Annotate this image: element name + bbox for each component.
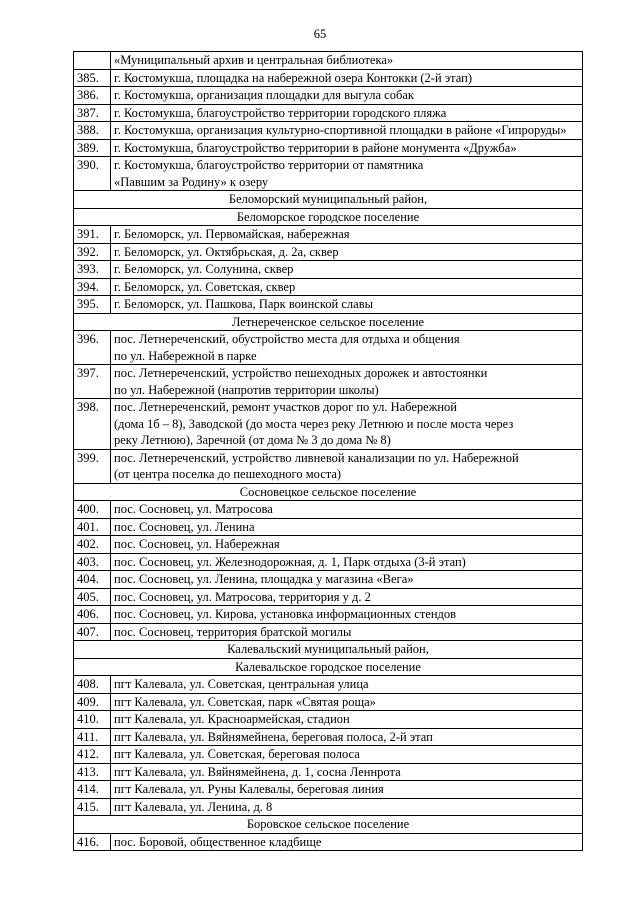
item-description: г. Костомукша, благоустройство территории от памятника «Павшим за Родину» к озеру	[111, 157, 583, 191]
section-title: Боровское сельское поселение	[74, 816, 583, 834]
item-description: пос. Летнереченский, устройство ливневой канализации по ул. Набережной (от центра поселка до пешеходного моста)	[111, 449, 583, 483]
item-description: пос. Сосновец, ул. Железнодорожная, д. 1, Парк отдыха (3-й этап)	[111, 553, 583, 571]
item-number: 416.	[74, 833, 111, 851]
table-row	[74, 711, 583, 729]
section-title: Сосновецкое сельское поселение	[74, 483, 583, 501]
table-row	[74, 676, 583, 694]
item-description: г. Беломорск, ул. Первомайская, набережная	[111, 226, 583, 244]
table-row	[74, 243, 583, 261]
item-number: 407.	[74, 623, 111, 641]
item-description: пгт Калевала, ул. Советская, центральная улица	[111, 676, 583, 694]
item-number: 391.	[74, 226, 111, 244]
item-number: 392.	[74, 243, 111, 261]
table-row	[74, 104, 583, 122]
item-description: пгт Калевала, ул. Ленина, д. 8	[111, 798, 583, 816]
table-row	[74, 693, 583, 711]
table-row	[74, 606, 583, 624]
item-description: пос. Летнереченский, обустройство места для отдыха и общения по ул. Набережной в парке	[111, 331, 583, 365]
table-row	[74, 623, 583, 641]
item-description: пос. Летнереченский, устройство пешеходных дорожек и автостоянки по ул. Набережной (напротив территории школы)	[111, 365, 583, 399]
item-number: 412.	[74, 746, 111, 764]
table-row	[74, 588, 583, 606]
item-description: пгт Калевала, ул. Советская, береговая полоса	[111, 746, 583, 764]
item-description: г. Беломорск, ул. Пашкова, Парк воинской славы	[111, 296, 583, 314]
item-description: г. Костомукша, площадка на набережной озера Контокки (2-й этап)	[111, 69, 583, 87]
item-number: 413.	[74, 763, 111, 781]
item-description: пос. Сосновец, ул. Набережная	[111, 536, 583, 554]
table-row	[74, 87, 583, 105]
item-description: пос. Сосновец, ул. Кирова, установка информационных стендов	[111, 606, 583, 624]
item-number: 387.	[74, 104, 111, 122]
item-number: 385.	[74, 69, 111, 87]
table-row	[74, 261, 583, 279]
item-number: 397.	[74, 365, 111, 399]
item-number: 411.	[74, 728, 111, 746]
table-row	[74, 501, 583, 519]
item-number: 396.	[74, 331, 111, 365]
item-number: 399.	[74, 449, 111, 483]
registry-table	[73, 51, 583, 851]
item-number: 402.	[74, 536, 111, 554]
item-description: г. Костомукша, благоустройство территории городского пляжа	[111, 104, 583, 122]
item-number: 405.	[74, 588, 111, 606]
table-row	[74, 52, 583, 70]
item-description: г. Беломорск, ул. Октябрьская, д. 2а, сквер	[111, 243, 583, 261]
item-number: 400.	[74, 501, 111, 519]
item-description: г. Костомукша, благоустройство территории в районе монумента «Дружба»	[111, 139, 583, 157]
section-header-row	[74, 641, 583, 659]
item-number: 390.	[74, 157, 111, 191]
section-header-row	[74, 313, 583, 331]
item-description: г. Беломорск, ул. Солунина, сквер	[111, 261, 583, 279]
item-description: пгт Калевала, ул. Вяйнямейнена, береговая полоса, 2-й этап	[111, 728, 583, 746]
item-number: 394.	[74, 278, 111, 296]
section-title: Летнереченское сельское поселение	[74, 313, 583, 331]
item-number: 404.	[74, 571, 111, 589]
item-description: пос. Сосновец, ул. Матросова	[111, 501, 583, 519]
item-description: г. Беломорск, ул. Советская, сквер	[111, 278, 583, 296]
section-title: Калевальский муниципальный район,	[74, 641, 583, 659]
table-row	[74, 331, 583, 365]
section-title: Беломорское городское поселение	[74, 208, 583, 226]
section-header-row	[74, 483, 583, 501]
item-number: 409.	[74, 693, 111, 711]
item-description: «Муниципальный архив и центральная библиотека»	[111, 52, 583, 70]
item-description: пгт Калевала, ул. Красноармейская, стадион	[111, 711, 583, 729]
section-title: Беломорский муниципальный район,	[74, 191, 583, 209]
item-description: г. Костомукша, организация площадки для выгула собак	[111, 87, 583, 105]
item-number: 401.	[74, 518, 111, 536]
item-number: 406.	[74, 606, 111, 624]
table-row	[74, 399, 583, 450]
section-header-row	[74, 658, 583, 676]
item-number: 410.	[74, 711, 111, 729]
item-description: г. Костомукша, организация культурно-спортивной площадки в районе «Гипроруды»	[111, 122, 583, 140]
table-row	[74, 365, 583, 399]
table-row	[74, 746, 583, 764]
table-row	[74, 536, 583, 554]
table-row	[74, 518, 583, 536]
section-header-row	[74, 816, 583, 834]
item-number: 398.	[74, 399, 111, 450]
item-description: пос. Летнереченский, ремонт участков дорог по ул. Набережной (дома 1б – 8), Заводской (до моста через реку Летнюю и после моста через реку Летнюю), Заречной (от дома № 3 до дома № 8)	[111, 399, 583, 450]
table-row	[74, 226, 583, 244]
section-header-row	[74, 208, 583, 226]
table-row	[74, 833, 583, 851]
item-description: пгт Калевала, ул. Советская, парк «Святая роща»	[111, 693, 583, 711]
item-number	[74, 52, 111, 70]
item-description: пос. Сосновец, территория братской могилы	[111, 623, 583, 641]
item-number: 395.	[74, 296, 111, 314]
table-row	[74, 553, 583, 571]
section-title: Калевальское городское поселение	[74, 658, 583, 676]
table-row	[74, 278, 583, 296]
table-row	[74, 449, 583, 483]
item-number: 408.	[74, 676, 111, 694]
item-description: пос. Сосновец, ул. Ленина, площадка у магазина «Вега»	[111, 571, 583, 589]
table-row	[74, 571, 583, 589]
item-number: 393.	[74, 261, 111, 279]
table-row	[74, 728, 583, 746]
table-row	[74, 122, 583, 140]
item-description: пос. Сосновец, ул. Ленина	[111, 518, 583, 536]
table-row	[74, 763, 583, 781]
item-description: пос. Сосновец, ул. Матросова, территория у д. 2	[111, 588, 583, 606]
table-row	[74, 296, 583, 314]
table-row	[74, 781, 583, 799]
item-number: 386.	[74, 87, 111, 105]
table-row	[74, 157, 583, 191]
registry-body	[74, 52, 583, 851]
table-row	[74, 139, 583, 157]
item-description: пгт Калевала, ул. Вяйнямейнена, д. 1, сосна Леннрота	[111, 763, 583, 781]
table-row	[74, 69, 583, 87]
table-row	[74, 798, 583, 816]
item-number: 388.	[74, 122, 111, 140]
item-description: пос. Боровой, общественное кладбище	[111, 833, 583, 851]
item-number: 389.	[74, 139, 111, 157]
item-description: пгт Калевала, ул. Руны Калевалы, береговая линия	[111, 781, 583, 799]
item-number: 414.	[74, 781, 111, 799]
item-number: 403.	[74, 553, 111, 571]
item-number: 415.	[74, 798, 111, 816]
section-header-row	[74, 191, 583, 209]
page-number: 65	[313, 27, 327, 41]
